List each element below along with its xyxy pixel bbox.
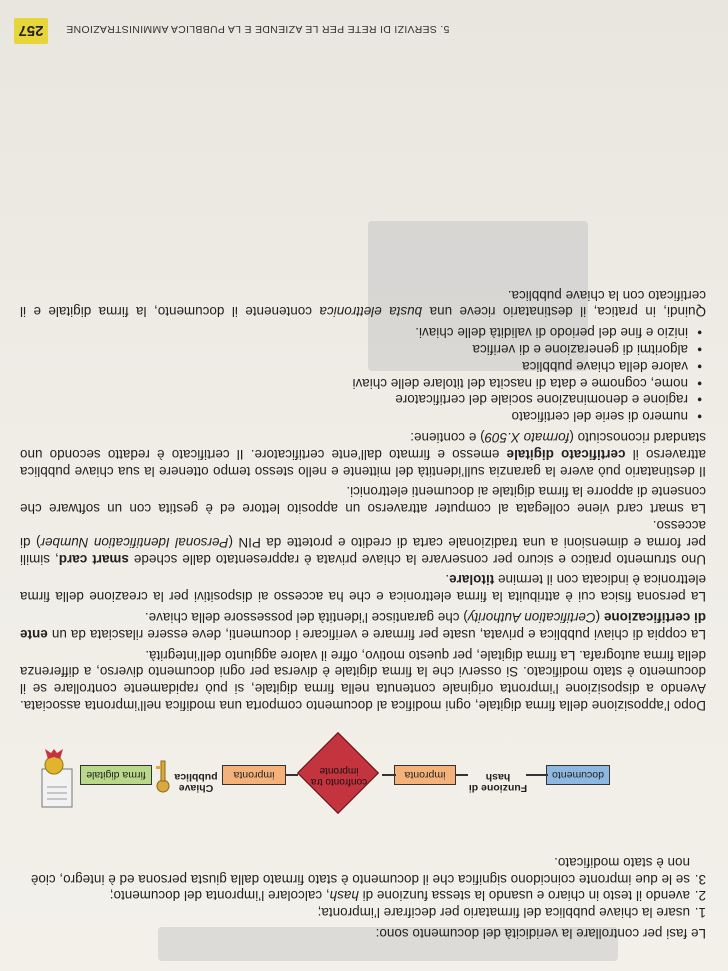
verification-diagram — [86, 733, 628, 813]
list-item: • nome, cognome e data di nascita del titolare delle chiavi — [20, 374, 706, 391]
list-item: • inizio e fine del periodo di validità delle chiavi. — [20, 323, 706, 340]
step-number: 3. — [694, 871, 706, 887]
key-icon — [154, 757, 172, 793]
certificate-icon — [32, 747, 76, 809]
list-item: • algoritmi di generazione e di verifica — [20, 340, 706, 357]
page-footer — [0, 0, 728, 58]
intro-block — [20, 853, 706, 941]
step-number: 2. — [694, 888, 706, 904]
document-box: documento — [546, 765, 610, 785]
step-item — [20, 853, 706, 887]
running-head: 5. SERVIZI DI RETE PER LE AZIENDE E LA PUBBLICA AMMINISTRAZIONE — [66, 23, 450, 35]
paragraph-6: Il destinatario può avere la garanzia sull’identità del mittente e nello stesso tempo ottenere la sua chiave pubblica attraverso il certificato digitale emesso e firmato dall’ente certificatore. Il certificato è redatto secondo uno standard riconosciuto (formato X.509) e contiene: — [19, 430, 706, 479]
intro-text: Le fasi per controllare la veridicità del documento sono: — [375, 926, 706, 941]
confronto-diamond — [300, 735, 378, 813]
step-text: usare la chiave pubblica del firmatario per decifrare l’impronta; — [317, 905, 690, 921]
arrow — [526, 774, 548, 776]
paragraph-5: La smart card viene collegata al computer attraverso un apposito lettore ed è gestita con un software che consente di apporre la firma digitale ai documenti elettronici. — [20, 484, 706, 517]
paragraph-2: La coppia di chiavi pubblica e privata, usate per firmare e verificare i documenti, deve essere rilasciata da un ente di certificazione (Certification Authority) che garantisce l’identità del possessore della chiave. — [20, 610, 706, 642]
main-text — [20, 286, 706, 713]
hash-function-label: Funzione di hash — [468, 771, 528, 794]
arrow — [456, 774, 468, 776]
arrow — [286, 774, 298, 776]
paragraph-1: Dopo l’apposizione della firma digitale, ogni modifica al documento comporta una modifica nell’impronta associata. Avendo a disposizione l’impronta originale contenuta nella firma digitale, si può rapidamente controllare se il documento è stato modificato. Si osservi che la firma digitale è diversa per ogni documento diverso, a differenza della firma autografa. La firma digitale, per questo motivo, offre il valore aggiunto dell’integrità. — [20, 647, 706, 713]
impronta-box: impronta — [222, 765, 286, 785]
paragraph-3: La persona fisica cui è attribuita la firma elettronica e che ha accesso ai dispositivi per la creazione della firma elettronica è indicata con il termine titolare. — [20, 572, 706, 605]
step-item — [20, 887, 706, 904]
list-item: • valore della chiave pubblica — [20, 357, 706, 374]
signature-box: firma digitale — [80, 765, 152, 785]
confronto-label: confronto tra impronte — [310, 765, 368, 787]
arrow — [382, 774, 396, 776]
step-text: se le due impronte coincidono significa che il documento è stato firmato dalla giusta persona ed è integro, cioè non è stato modificato. — [30, 854, 690, 887]
paragraph-7: Quindi, in pratica, il destinatario riceve una busta elettronica contenente il documento, la firma digitale e il certificato con la chiave pubblica. — [20, 287, 706, 320]
step-text: avendo il testo in chiaro e usando la stessa funzione di hash, calcolare l’impronta del documento; — [109, 888, 690, 904]
steps-list — [20, 853, 706, 920]
page-number: 257 — [14, 18, 48, 44]
list-item: • numero di serie del certificato — [20, 407, 706, 424]
paragraph-4: Uno strumento pratico e sicuro per conservare la chiave privata è rappresentato dalle schede smart card, simili per forma e dimensioni a una tradizionale carta di credito e protette da PIN (Personal Identification Number) di accesso. — [20, 518, 706, 567]
public-key-label: Chiave pubblica — [174, 771, 218, 794]
impronta-box: impronta — [394, 765, 456, 785]
step-item — [20, 903, 706, 920]
step-number: 1. — [694, 905, 706, 921]
list-item: • ragione e denominazione sociale del certificatore — [20, 391, 706, 408]
certificate-contents-list — [20, 323, 706, 424]
